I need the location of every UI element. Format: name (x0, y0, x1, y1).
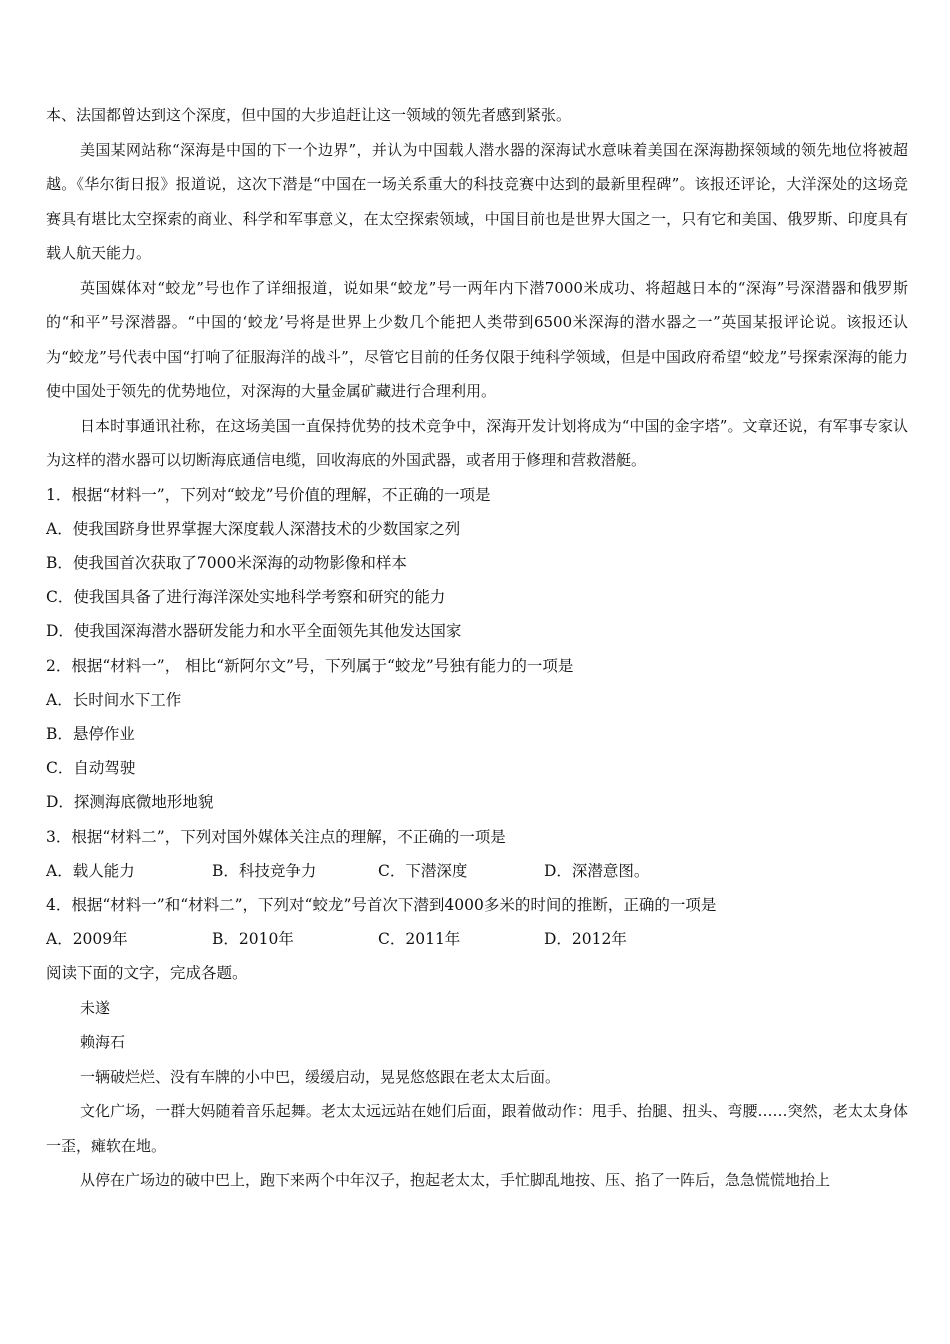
options-row (46, 922, 908, 956)
question-3 (46, 820, 908, 888)
answer-option-a[interactable]: A．载人能力 (46, 861, 135, 880)
question-1 (46, 478, 908, 649)
question-stem: 2．根据“材料一”， 相比“新阿尔文”号，下列属于“蛟龙”号独有能力的一项是 (46, 656, 574, 675)
answer-option-c[interactable]: C．2011年 (378, 930, 461, 949)
options-row (46, 854, 908, 888)
answer-option-b[interactable]: B．使我国首次获取了7000米深海的动物影像和样本 (46, 553, 407, 572)
answer-option-c[interactable]: C．使我国具备了进行海洋深处实地科学考察和研究的能力 (46, 588, 446, 607)
story-paragraph: 一辆破烂烂、没有车牌的小中巴，缓缓启动，晃晃悠悠跟在老太太后面。 (80, 1067, 561, 1086)
question-stem: 4．根据“材料一”和“材料二”，下列对“蛟龙”号首次下潜到4000多米的时间的推断，正确的一项是 (46, 895, 717, 914)
answer-option-d[interactable]: D．探测海底微地形地貌 (46, 793, 214, 812)
answer-option-a[interactable]: A．2009年 (46, 930, 128, 949)
answer-option-a[interactable]: A．长时间水下工作 (46, 690, 182, 709)
exam-page (46, 98, 908, 1198)
material-paragraph: 日本时事通讯社称，在这场美国一直保持优势的技术竞争中，深海开发计划将成为“中国的金字塔”。文章还说，有军事专家认为这样的潜水器可以切断海底通信电缆，回收海底的外国武器，或者用于修理和营救潜艇。 (46, 416, 908, 469)
story-author: 赖海石 (80, 1033, 126, 1052)
reading-section (46, 956, 908, 1197)
answer-option-b[interactable]: B．悬停作业 (46, 724, 135, 743)
question-stem: 1．根据“材料一”，下列对“蛟龙”号价值的理解，不正确的一项是 (46, 485, 491, 504)
story-paragraph: 从停在广场边的破中巴上，跑下来两个中年汉子，抱起老太太，手忙脚乱地按、压、掐了一阵后，急急慌慌地抬上 (80, 1171, 831, 1190)
question-4 (46, 888, 908, 956)
answer-option-c[interactable]: C．自动驾驶 (46, 759, 136, 778)
story-title: 未遂 (80, 998, 111, 1017)
reading-instruction: 阅读下面的文字，完成各题。 (46, 964, 248, 983)
answer-option-d[interactable]: D．深潜意图。 (544, 861, 650, 880)
material-paragraph: 本、法国都曾达到这个深度，但中国的大步追赶让这一领域的领先者感到紧张。 (46, 106, 572, 124)
material-paragraph: 美国某网站称“深海是中国的下一个边界”，并认为中国载人潜水器的深海试水意味着美国在深海勘探领域的领先地位将被超越。《华尔街日报》报道说，这次下潜是“中国在一场关系重大的科技竞赛中达到的最新里程碑”。该报还评论，大洋深处的这场竞赛具有堪比太空探索的商业、科学和军事意义，在太空探索领域，中国目前也是世界大国之一，只有它和美国、俄罗斯、印度具有载人航天能力。 (46, 140, 908, 262)
answer-option-d[interactable]: D．使我国深海潜水器研发能力和水平全面领先其他发达国家 (46, 622, 462, 641)
answer-option-c[interactable]: C．下潜深度 (378, 861, 468, 880)
answer-option-d[interactable]: D．2012年 (544, 930, 627, 949)
answer-option-b[interactable]: B．2010年 (212, 930, 294, 949)
material-paragraph: 英国媒体对“蛟龙”号也作了详细报道，说如果“蛟龙”号一两年内下潜7000米成功、将超越日本的“深海”号深潜器和俄罗斯的“和平”号深潜器。“中国的‘蛟龙’号将是世界上少数几个能把人类带到6500米深海的潜水器之一”英国某报评论说。该报还认为“蛟龙”号代表中国“打响了征服海洋的战斗”，尽管它目前的任务仅限于纯科学领域，但是中国政府希望“蛟龙”号探索深海的能力使中国处于领先的优势地位，对深海的大量金属矿藏进行合理利用。 (46, 278, 908, 400)
answer-option-b[interactable]: B．科技竞争力 (212, 861, 317, 880)
answer-option-a[interactable]: A．使我国跻身世界掌握大深度载人深潜技术的少数国家之列 (46, 519, 461, 538)
question-2 (46, 649, 908, 820)
question-stem: 3．根据“材料二”，下列对国外媒体关注点的理解，不正确的一项是 (46, 827, 506, 846)
material-two-section (46, 98, 908, 478)
story-paragraph: 文化广场，一群大妈随着音乐起舞。老太太远远站在她们后面，跟着做动作：甩手、抬腿、扭头、弯腰……突然，老太太身体一歪，瘫软在地。 (46, 1102, 908, 1155)
